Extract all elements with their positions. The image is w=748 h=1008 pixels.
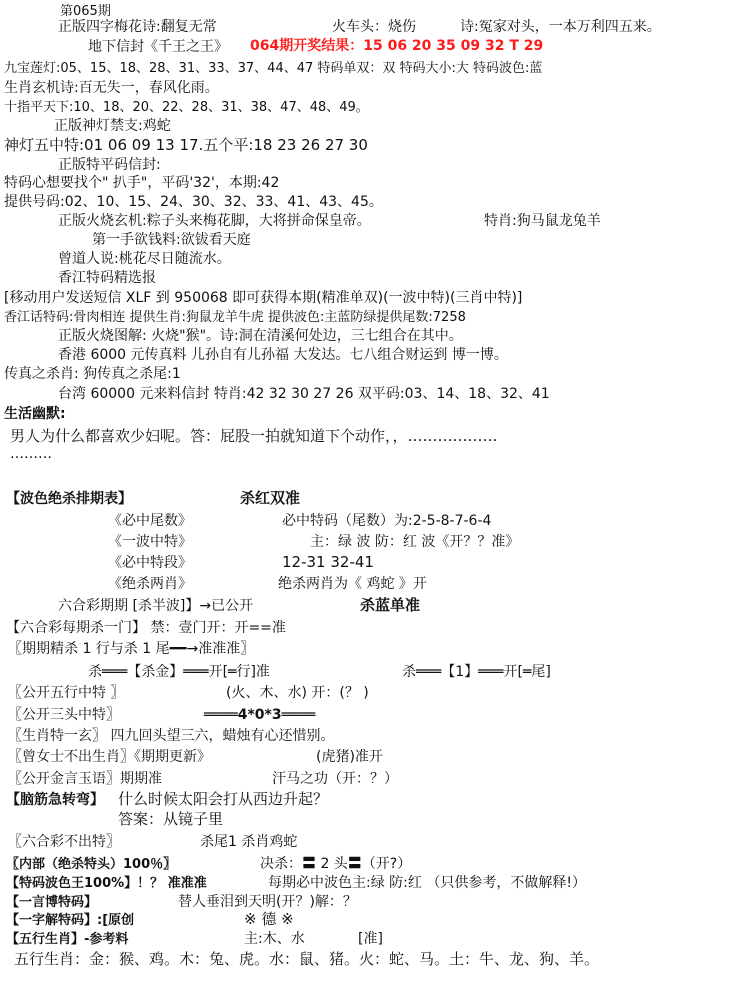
- tail-value: 必中特码（尾数）为:2-5-8-7-6-4: [282, 513, 492, 529]
- boshe-kill: 杀红双准: [240, 489, 301, 507]
- wave-king-label: 【特码波色王100%】！？ 准准准: [6, 876, 207, 891]
- five-zodiac-label: 【五行生肖】-参考料: [6, 932, 129, 947]
- wave-king-value: 每期必中波色主:绿 防:红 （只供参考，不做解释!）: [268, 875, 586, 891]
- no-special-value: 杀尾1 杀肖鸡蛇: [200, 834, 298, 850]
- wave-value: 主：绿 波 防：红 波《开？？准》: [310, 534, 520, 550]
- line-thief: 特码心想要找个" 扒手"，平码'32'，本期:42: [4, 175, 280, 191]
- five-zodiac-list: 五行生肖：金：猴、鸡。木：兔、虎。水：鼠、猪。火：蛇、马。土：牛、龙、狗、羊。: [14, 950, 600, 968]
- kill-one: 杀═══【1】═══开[═尾]: [402, 664, 551, 680]
- wave-label: 《一波中特》: [108, 534, 192, 550]
- riddle-question: 什么时候太阳会打从西边升起？: [118, 790, 329, 808]
- line-lotus: 九宝莲灯:05、15、18、28、31、33、37、44、47 特码单双：双 特码大小:大 特码波色:蓝: [4, 61, 543, 76]
- golden-words-label: 〖公开金言玉语〗期期准: [8, 771, 162, 787]
- line-fire-mystery: 正版火烧玄机:粽子头来梅花脚，大将拼命保皇帝。: [58, 213, 371, 229]
- golden-words-value: 汗马之功（开：？）: [272, 771, 398, 787]
- line-special-zodiac: 特肖:狗马鼠龙兔羊: [484, 213, 601, 229]
- ms-zeng-value: (虎猪)准开: [316, 749, 383, 765]
- line-lamp-ban: 正版神灯禁支:鸡蛇: [54, 118, 171, 134]
- one-char-label: 【一字解特码】:[原创: [6, 913, 135, 928]
- line-envelope: 正版特平码信封:: [58, 157, 161, 173]
- five-elements-value: (火、木、水) 开：(？ ): [226, 685, 369, 701]
- line-ten-fingers: 十指平天下:10、18、20、22、28、31、38、47、48、49。: [4, 100, 369, 115]
- one-word-label: 【一言博特码】: [6, 895, 98, 910]
- poem-line: 正版四字梅花诗:翻复无常: [58, 19, 217, 35]
- three-heads-value: ════4*0*3════: [204, 707, 316, 723]
- kill-gold: 杀═══【杀金】═══开[═行]准: [88, 664, 270, 680]
- issue-label: 第065期: [60, 4, 111, 19]
- three-heads-label: 〖公开三头中特〗: [8, 707, 120, 723]
- five-zodiac-accurate: [准]: [358, 931, 383, 947]
- joke-text: 男人为什么都喜欢少妇呢。答：屁股一拍就知道下个动作，，………………: [10, 427, 498, 445]
- segment-value: 12-31 32-41: [282, 553, 374, 571]
- kill-blue: 杀蓝单准: [360, 596, 421, 614]
- kill-row-tail: 〖期期精杀 1 行与杀 1 尾━━→准准准〗: [8, 641, 255, 657]
- poem-second: 诗:冤家对头，一本万利四五来。: [460, 19, 661, 35]
- zodiac-mystery: 〖生肖特一玄〗 四九回头望三六，蜡烛有心还惜别。: [8, 728, 335, 744]
- line-lamp-five: 神灯五中特:01 06 09 13 17.五个平:18 23 26 27 30: [4, 136, 368, 154]
- joke-dots: ………: [10, 446, 52, 462]
- one-char-value: ※ 德 ※: [244, 910, 294, 928]
- kill-one-door: 【六合彩每期杀一门】 禁：壹门开：开==准: [6, 620, 286, 636]
- draw-result: 064期开奖结果：15 06 20 35 09 32 T 29: [250, 38, 544, 54]
- five-elements-label: 〖公开五行中特 〗: [8, 685, 125, 701]
- line-zodiac-poem: 生肖玄机诗:百无失一，春风化雨。: [4, 80, 219, 96]
- liuhe-half: 六合彩期期 [杀半波]】→已公开: [58, 598, 254, 614]
- boshe-title: 【波色绝杀排期表】: [6, 491, 132, 507]
- tail-label: 《必中尾数》: [108, 513, 192, 529]
- internal-kill-label: 〖内部（绝杀特头）100％〗: [6, 857, 177, 872]
- line-fax-kill: 传真之杀肖: 狗传真之杀尾:1: [4, 366, 181, 382]
- line-xiangjiang-words: 香江话特码:骨肉相连 提供生肖:狗鼠龙羊牛虎 提供波色:主蓝防绿提供尾数:7258: [4, 310, 466, 325]
- line-taoist: 曾道人说:桃花尽日随流水。: [58, 251, 231, 267]
- line-fire-diagram: 正版火烧图解: 火烧"猴"。诗:洞在清溪何处边，三七组合在其中。: [58, 328, 463, 344]
- internal-kill-value: 决杀：〓 2 头〓（开?）: [260, 856, 412, 872]
- line-taiwan: 台湾 60000 元来料信封 特肖:42 32 30 27 26 双平码:03、14、18、32、41: [58, 386, 550, 402]
- ms-zeng-label: 〖曾女士不出生肖〗《期期更新》: [8, 749, 211, 765]
- no-special-label: 〖六合彩不出特〗: [8, 834, 120, 850]
- riddle-answer: 答案：从镜子里: [118, 810, 224, 828]
- line-xiangjiang: 香江特码精选报: [58, 270, 156, 286]
- train-head: 火车头：烧伤: [332, 19, 416, 35]
- riddle-label: 【脑筋急转弯】: [6, 792, 104, 808]
- line-hk-fax: 香港 6000 元传真料 儿孙自有儿孙福 大发达。七八组合财运到 博一博。: [58, 347, 508, 363]
- kill-two-value: 绝杀两肖为《 鸡蛇 》开: [278, 576, 427, 592]
- one-word-value: 替人垂泪到天明(开？)解：？: [178, 894, 357, 910]
- line-sms: [移动用户发送短信 XLF 到 950068 即可获得本期(精准单双)(一波中特)(三肖中特)]: [4, 290, 523, 306]
- line-first-hand: 第一手欲钱料:欲钹看天庭: [92, 232, 251, 248]
- line-humor: 生活幽默:: [4, 406, 66, 422]
- line-provided-numbers: 提供号码:02、10、15、24、30、32、33、41、43、45。: [4, 194, 383, 210]
- segment-label: 《必中特段》: [108, 555, 192, 571]
- kill-two-label: 《绝杀两肖》: [108, 576, 192, 592]
- five-zodiac-main: 主:木、水: [244, 931, 305, 947]
- underground-envelope: 地下信封《千王之王》: [88, 39, 228, 55]
